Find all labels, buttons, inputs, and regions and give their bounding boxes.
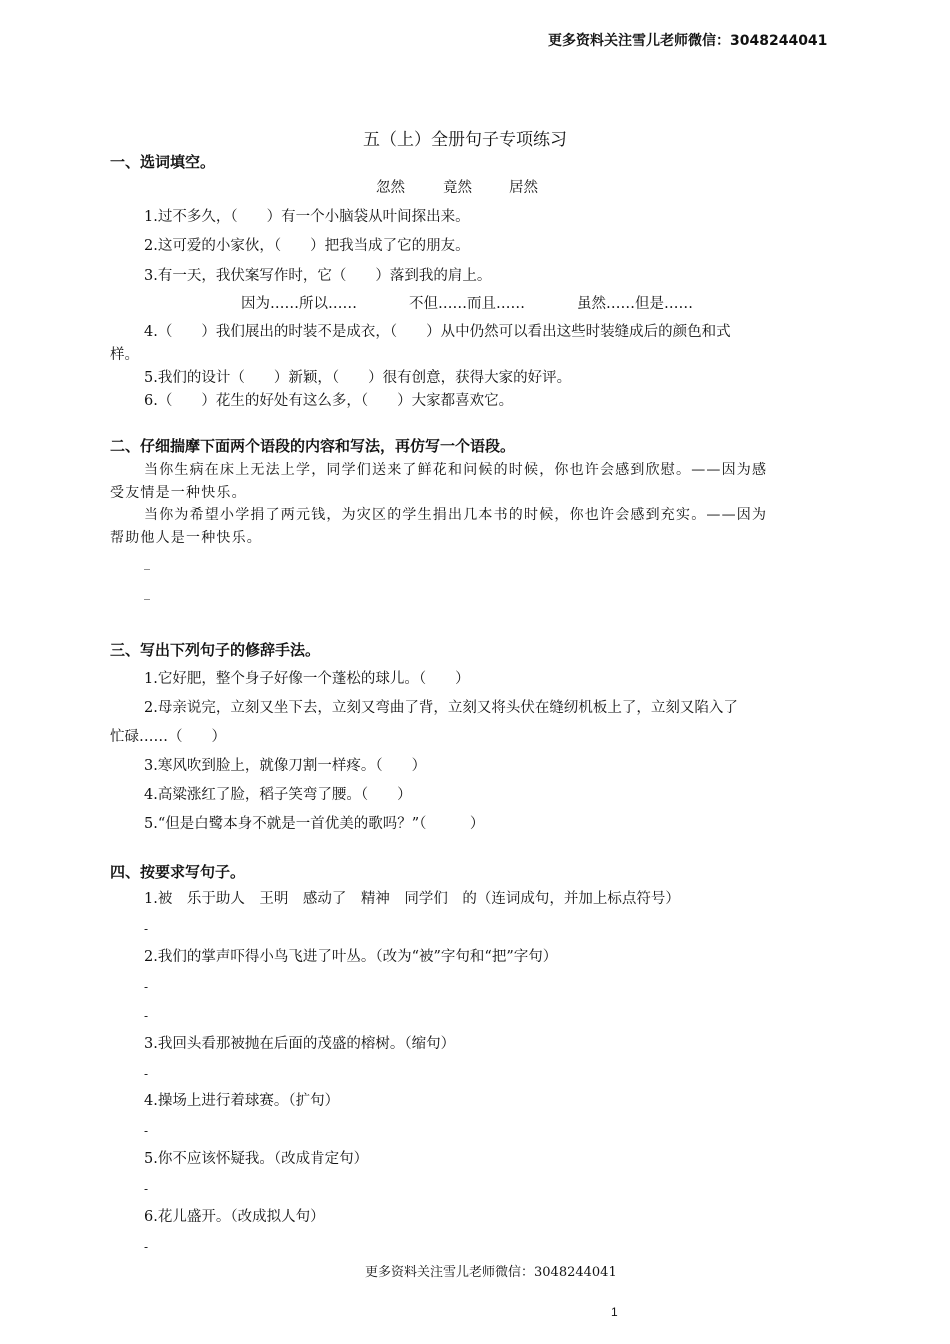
s4-item-3: 3.我回头看那被抛在后面的茂盛的榕树。（缩句）: [144, 1036, 456, 1052]
s4-answer-line-2: -: [144, 980, 149, 994]
s4-answer-line-5: -: [144, 1124, 149, 1138]
s4-answer-line-1: -: [144, 922, 149, 936]
conj-option-3: 虽然……但是……: [577, 296, 693, 312]
s4-answer-line-3: -: [144, 1009, 149, 1023]
s1-item-4-line-2: 样。: [110, 347, 139, 363]
page-title: 五（上）全册句子专项练习: [363, 130, 567, 150]
s3-item-2-line-2: 忙碌……（ ）: [110, 729, 226, 745]
s1-item-5: 5.我们的设计（ ）新颖，（ ）很有创意，获得大家的好评。: [144, 370, 572, 386]
s2-paragraph-2-line-1: 当你为希望小学捐了两元钱，为灾区的学生捐出几本书的时候，你也许会感到充实。——因为: [144, 507, 768, 523]
section-4-heading: 四、按要求写句子。: [110, 863, 246, 881]
s4-answer-line-6: -: [144, 1182, 149, 1196]
s3-item-4: 4.高粱涨红了脸，稻子笑弯了腰。（ ）: [144, 787, 412, 803]
word-option-1: 忽然: [376, 180, 405, 196]
s1-item-2: 2.这可爱的小家伙，（ ）把我当成了它的朋友。: [144, 238, 470, 254]
conj-option-2: 不但……而且……: [409, 296, 525, 312]
s4-answer-line-4: -: [144, 1067, 149, 1081]
s4-item-5: 5.你不应该怀疑我。（改成肯定句）: [144, 1151, 369, 1167]
s1-item-1: 1.过不多久，（ ）有一个小脑袋从叶间探出来。: [144, 209, 470, 225]
s1-item-3: 3.有一天，我伏案写作时，它（ ）落到我的肩上。: [144, 268, 492, 284]
s4-item-4: 4.操场上进行着球赛。（扩句）: [144, 1093, 340, 1109]
s2-answer-line-1: _: [144, 556, 150, 570]
s4-answer-line-7: -: [144, 1240, 149, 1254]
s2-answer-line-2: _: [144, 586, 150, 600]
s3-item-1: 1.它好肥，整个身子好像一个蓬松的球儿。（ ）: [144, 671, 470, 687]
page-number: 1: [611, 1305, 618, 1319]
s4-item-2: 2.我们的掌声吓得小鸟飞进了叶丛。（改为“被”字句和“把”字句）: [144, 949, 558, 965]
s1-item-6: 6.（ ）花生的好处有这么多，（ ）大家都喜欢它。: [144, 393, 514, 409]
word-option-2: 竟然: [443, 180, 472, 196]
s2-paragraph-1-line-1: 当你生病在床上无法上学，同学们送来了鲜花和问候的时候，你也许会感到欣慰。——因为感: [144, 462, 768, 478]
s3-item-5: 5.“但是白鹭本身不就是一首优美的歌吗？”（ ）: [144, 816, 485, 832]
section-3-heading: 三、写出下列句子的修辞手法。: [110, 641, 321, 659]
s2-paragraph-1-line-2: 受友情是一种快乐。: [110, 485, 247, 501]
header-text: 更多资料关注雪儿老师微信：3048244041: [548, 33, 828, 49]
conj-option-1: 因为……所以……: [241, 296, 357, 312]
s1-item-4-line-1: 4.（ ）我们展出的时装不是成衣，（ ）从中仍然可以看出这些时装缝成后的颜色和式: [144, 324, 731, 340]
footer-text: 更多资料关注雪儿老师微信：3048244041: [365, 1265, 617, 1280]
word-option-3: 居然: [509, 180, 538, 196]
s2-paragraph-2-line-2: 帮助他人是一种快乐。: [110, 530, 262, 546]
s3-item-3: 3.寒风吹到脸上，就像刀割一样疼。（ ）: [144, 758, 427, 774]
section-1-heading: 一、选词填空。: [110, 153, 216, 171]
section-2-heading: 二、仔细揣摩下面两个语段的内容和写法，再仿写一个语段。: [110, 437, 516, 455]
s4-item-1: 1.被 乐于助人 王明 感动了 精神 同学们 的（连词成句，并加上标点符号）: [144, 891, 680, 907]
s4-item-6: 6.花儿盛开。（改成拟人句）: [144, 1209, 325, 1225]
s3-item-2-line-1: 2.母亲说完，立刻又坐下去，立刻又弯曲了背，立刻又将头伏在缝纫机板上了，立刻又陷入了: [144, 700, 738, 716]
